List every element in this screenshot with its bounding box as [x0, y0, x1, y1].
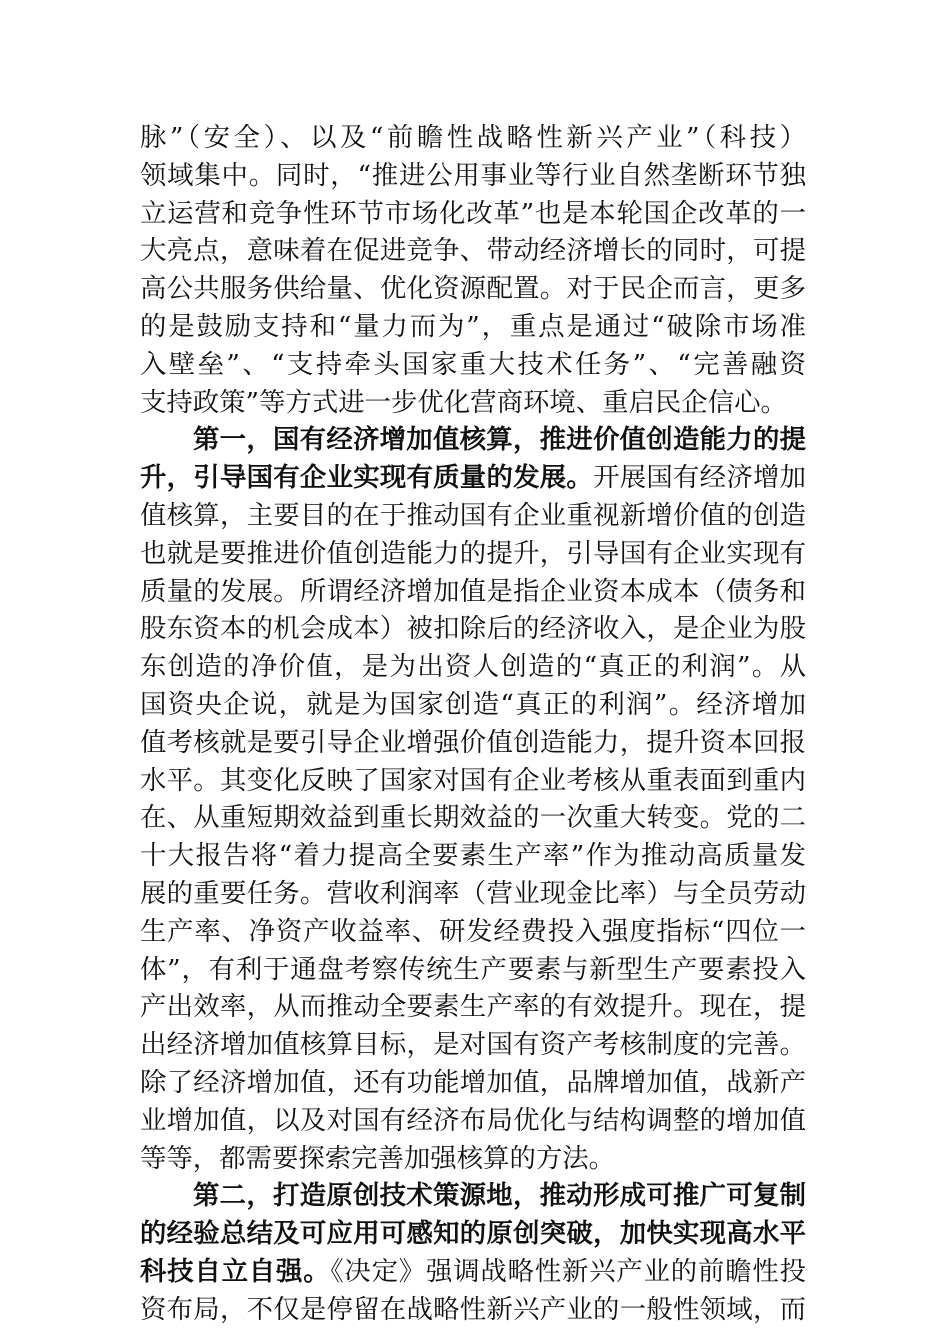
- text-line: 质量的发展。所谓经济增加值是指企业资本成本（债务和: [140, 575, 806, 607]
- text-line: 高公共服务供给量、优化资源配置。对于民企而言，更多: [140, 273, 806, 305]
- text-line: [140, 1253, 806, 1291]
- text-line: 国资央企说，就是为国家创造“真正的利润”。经济增加: [140, 688, 806, 720]
- text-line: 股东资本的机会成本）被扣除后的经济收入，是企业为股: [140, 613, 806, 645]
- text-line: 值核算，主要目的在于推动国有企业重视新增价值的创造: [140, 499, 806, 531]
- text-line: 领域集中。同时，“推进公用事业等行业自然垄断环节独: [140, 159, 806, 191]
- text-fragment: 《决定》强调战略性新兴产业的前瞻性投: [330, 1255, 806, 1287]
- text-line: 水平。其变化反映了国家对国有企业考核从重表面到重内: [140, 764, 806, 796]
- section-heading-line: 的经验总结及可应用可感知的原创突破，加快实现高水平: [140, 1218, 806, 1250]
- text-line: 脉”（安全）、以及“前瞻性战略性新兴产业”（科技）: [140, 122, 806, 153]
- text-line: 等等，都需要探索完善加强核算的方法。: [140, 1142, 616, 1174]
- paragraph-1: [140, 119, 806, 421]
- paragraph-3: [140, 1177, 806, 1328]
- paragraph-2: [140, 421, 806, 1177]
- text-line: 资布局，不仅是停留在战略性新兴产业的一般性领域，而: [140, 1293, 806, 1325]
- text-line: 除了经济增加值，还有功能增加值，品牌增加值，战新产: [140, 1066, 806, 1098]
- text-line: 十大报告将“着力提高全要素生产率”作为推动高质量发: [140, 840, 806, 872]
- text-line: 体”，有利于通盘考察传统生产要素与新型生产要素投入: [140, 953, 806, 985]
- section-heading-tail: 科技自立自强。: [140, 1255, 331, 1287]
- text-line: 也就是要推进价值创造能力的提升，引导国有企业实现有: [140, 537, 806, 569]
- text-line: 生产率、净资产收益率、研发经费投入强度指标“四位一: [140, 915, 806, 947]
- text-line: 的是鼓励支持和“量力而为”，重点是通过“破除市场准: [140, 310, 806, 342]
- section-heading-tail: 升，引导国有企业实现有质量的发展。: [140, 462, 594, 494]
- text-line: 支持政策”等方式进一步优化营商环境、重启民企信心。: [140, 386, 787, 418]
- text-line: 展的重要任务。营收利润率（营业现金比率）与全员劳动: [140, 877, 806, 909]
- section-heading-line: 第一，国有经济增加值核算，推进价值创造能力的提: [193, 424, 806, 456]
- text-line: 出经济增加值核算目标，是对国有资产考核制度的完善。: [140, 1029, 806, 1061]
- text-line: [140, 459, 806, 497]
- text-line: 立运营和竞争性环节市场化改革”也是本轮国企改革的一: [140, 197, 806, 229]
- text-line: 值考核就是要引导企业增强价值创造能力，提升资本回报: [140, 726, 806, 758]
- section-heading-line: 第二，打造原创技术策源地，推动形成可推广可复制: [193, 1180, 806, 1212]
- text-line: 东创造的净价值，是为出资人创造的“真正的利润”。从: [140, 651, 806, 683]
- text-fragment: 开展国有经济增加: [593, 462, 807, 494]
- text-line: 业增加值，以及对国有经济布局优化与结构调整的增加值: [140, 1104, 806, 1136]
- document-body: [140, 119, 806, 1329]
- text-line: 在、从重短期效益到重长期效益的一次重大转变。党的二: [140, 802, 806, 834]
- text-line: 入壁垒”、“支持牵头国家重大技术任务”、“完善融资: [140, 348, 806, 380]
- text-line: 产出效率，从而推动全要素生产率的有效提升。现在，提: [140, 991, 806, 1023]
- text-line: 大亮点，意味着在促进竞争、带动经济增长的同时，可提: [140, 235, 806, 267]
